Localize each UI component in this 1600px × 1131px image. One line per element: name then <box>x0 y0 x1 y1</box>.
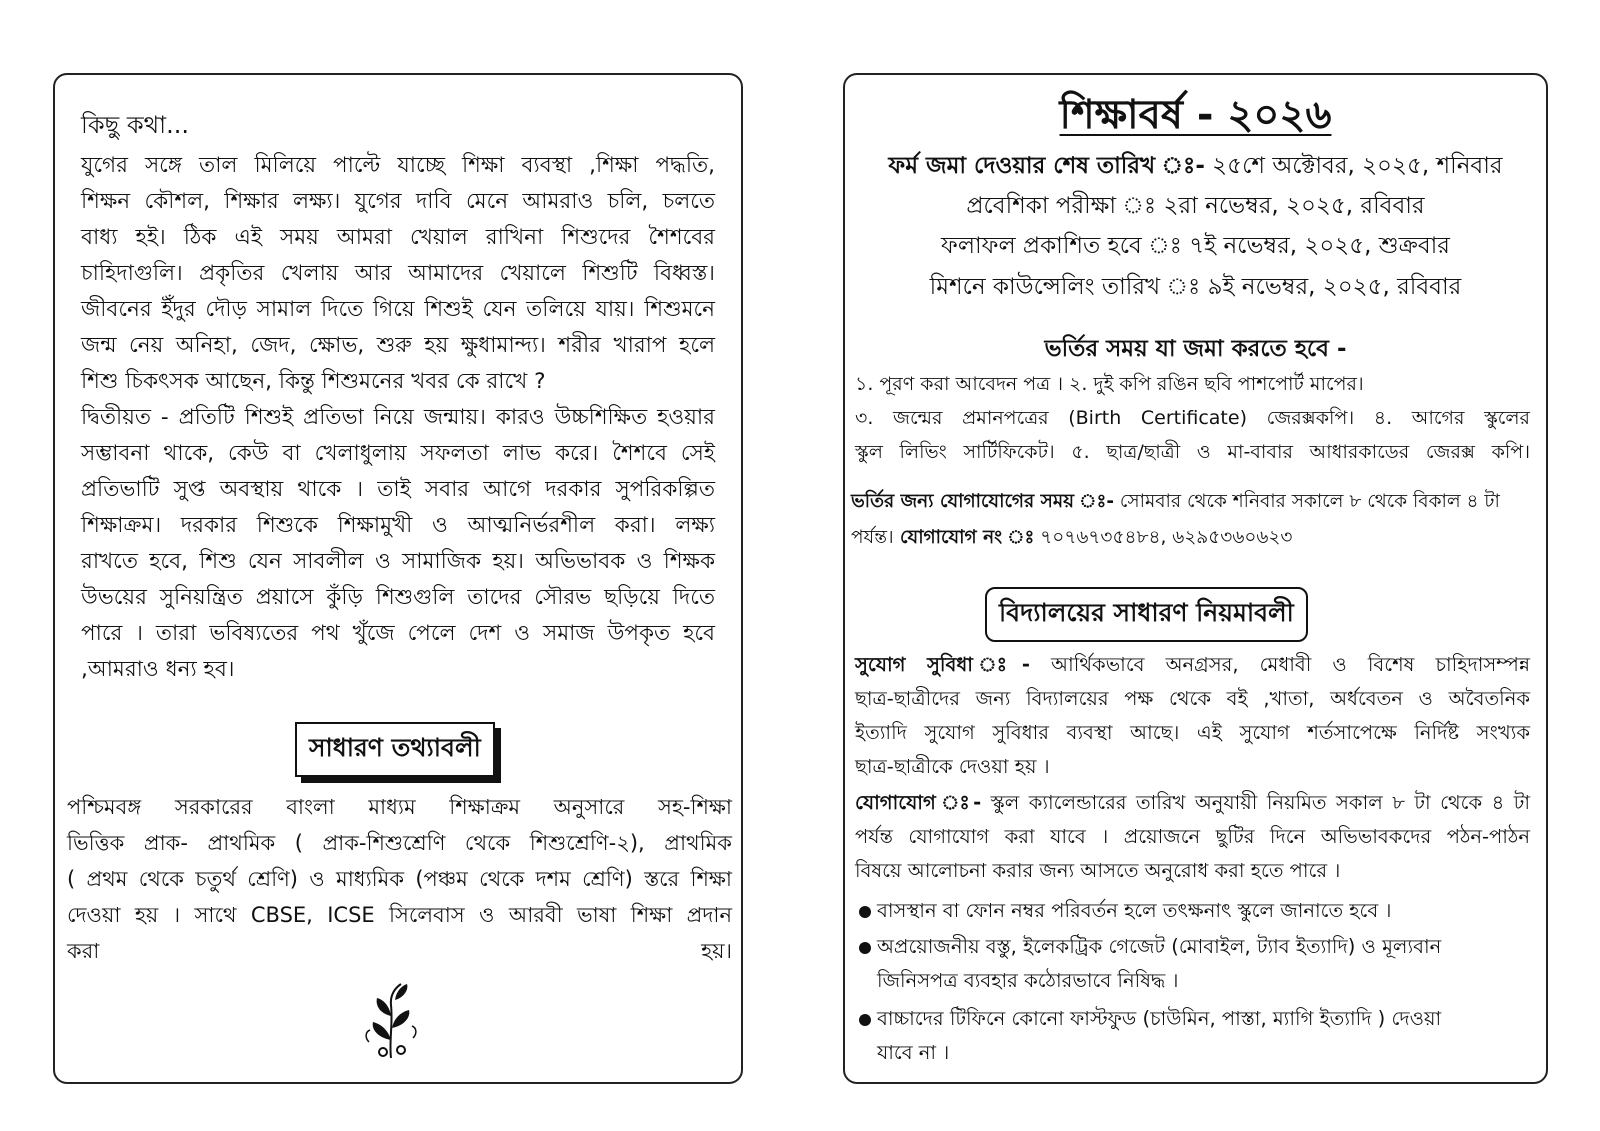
intro-line: জীবনের ইঁদুর দৌড় সামাল দিতে গিয়ে শিশুই যেন তলিয়ে যায়। শিশুমনে <box>81 297 715 322</box>
bullet-icon <box>859 906 871 918</box>
facility-line: ছাত্র-ছাত্রীকে দেওয়া হয় । <box>855 755 1050 778</box>
intro-line: বাধ্য হই। ঠিক এই সময় আমরা খেয়াল রাখিনা শিশুদের শৈশবের <box>81 225 715 250</box>
date-value: ২৫শে অক্টোবর, ২০২৫, শনিবার <box>1204 153 1503 179</box>
admission-contact-number <box>851 523 1534 553</box>
contact-text: স্কুল ক্যালেন্ডারের তারিখ অনুযায়ী নিয়মিত সকাল ৮ টা থেকে ৪ টা <box>981 791 1530 814</box>
date-label: ফলাফল প্রকাশিত হবে ঃ <box>941 233 1182 259</box>
contact-rule-line: বিষয়ে আলোচনা করার জন্য আসতে অনুরোধ করা হতে পারে । <box>855 859 1341 882</box>
date-value: ২রা নভেম্বর, ২০২৫, রবিবার <box>1156 193 1425 219</box>
rule-bullet <box>859 931 1441 963</box>
documents-line: স্কুল লিভিং সার্টিফিকেট। ৫. ছাত্র/ছাত্রী ও মা-বাবার আধারকাডের জেরক্স কপি। <box>855 441 1530 463</box>
contact-time-cont: পর্যন্ত। <box>851 527 894 548</box>
session-title <box>845 83 1546 150</box>
facility-line: ইত্যাদি সুযোগ সুবিধার ব্যবস্থা আছে। এই সুযোগ শর্তসাপেক্ষে নির্দিষ্ট সংখ্যক <box>855 721 1530 744</box>
general-info-line: ( প্রথম থেকে চতুর্থ শ্রেণি) ও মাধ্যমিক (পঞ্চম থেকে দশম শ্রেণি) স্তরে শিক্ষা <box>67 867 732 891</box>
facility-line <box>855 649 1530 681</box>
intro-line: প্রতিভাটি সুপ্ত অবস্থায় থাকে । তাই সবার আগে দরকার সুপরিকল্পিত <box>81 477 715 502</box>
rule-bullet <box>859 895 1391 927</box>
general-info-line: করা হয়। <box>67 939 732 963</box>
rule-bullet-text: বাচ্চাদের টিফিনে কোনো ফাস্টফুড (চাউমিন, পাস্তা, ম্যাগি ইত্যাদি ) দেওয়া <box>877 1007 1442 1030</box>
date-value: ৭ই নভেম্বর, ২০২৫, শুক্রবার <box>1181 233 1450 259</box>
floral-ornament-icon <box>361 980 421 1060</box>
date-label: ফর্ম জমা দেওয়ার শেষ তারিখ ঃ- <box>888 153 1205 179</box>
intro-line: চাহিদাগুলি। প্রকৃতির খেলায় আর আমাদের খেয়ালে শিশুটি বিধ্বস্ত। <box>81 261 715 286</box>
contact-time-text: সোমবার থেকে শনিবার সকালে ৮ থেকে বিকাল ৪ টা <box>1114 491 1500 512</box>
intro-line: পারে । তারা ভবিষ্যতের পথ খুঁজে পেলে দেশ ও সমাজ উপকৃত হবে <box>81 621 715 646</box>
documents-heading: ভর্তির সময় যা জমা করতে হবে - <box>1044 336 1347 362</box>
date-label: প্রবেশিকা পরীক্ষা ঃ <box>966 193 1157 219</box>
intro-line: উভয়ের সুনিয়ন্ত্রিত প্রয়াসে কুঁড়ি শিশুগুলি তাদের সৌরভ ছড়িয়ে দিতে <box>81 585 715 610</box>
general-info-line: দেওয়া হয় । সাথে CBSE, ICSE সিলেবাস ও আরবী ভাষা শিক্ষা প্রদান <box>67 903 732 927</box>
rule-bullet-text: বাসস্থান বা ফোন নম্বর পরিবর্তন হলে তৎক্ষনাৎ স্কুলে জানাতে হবে । <box>877 899 1392 922</box>
intro-line: সম্ভাবনা থাকে, কেউ বা খেলাধুলায় সফলতা লাভ করে। শৈশবে সেই <box>81 441 715 466</box>
intro-heading: কিছু কথা... <box>81 111 190 139</box>
date-label: মিশনে কাউন্সেলিং তারিখ ঃ <box>929 274 1201 300</box>
intro-line: ,আমরাও ধন্য হব। <box>81 657 235 682</box>
admission-contact-time <box>851 487 1534 517</box>
date-line-counselling <box>845 268 1546 307</box>
intro-line: রাখতে হবে, শিশু যেন সাবলীল ও সামাজিক হয়। অভিভাবক ও শিক্ষক <box>81 549 715 574</box>
bullet-icon <box>859 1014 871 1026</box>
date-line-entrance-exam <box>845 187 1546 226</box>
intro-line: জন্ম নেয় অনিহা, জেদ, ক্ষোভ, শুরু হয় ক্ষুধামান্দ্য। শরীর খারাপ হলে <box>81 333 715 358</box>
intro-line: দ্বিতীয়ত - প্রতিটি শিশুই প্রতিভা নিয়ে জন্মায়। কারও উচ্চশিক্ষিত হওয়ার <box>81 405 715 430</box>
general-info-title: সাধারণ তথ্যাবলী <box>295 722 495 777</box>
intro-line: যুগের সঙ্গে তাল মিলিয়ে পাল্টে যাচ্ছে শিক্ষা ব্যবস্থা ,শিক্ষা পদ্ধতি, <box>81 153 715 178</box>
facility-label: সুযোগ সুবিধা ঃ- <box>855 653 1030 676</box>
documents-line: ৩. জন্মের প্রমানপত্রের (Birth Certificate) জেরক্সকপি। ৪. আগের স্কুলের <box>855 407 1530 429</box>
documents-line: ১. পূরণ করা আবেদন পত্র । ২. দুই কপি রঙিন ছবি পাশপোর্ট মাপের। <box>855 373 1364 395</box>
left-panel <box>53 73 743 1084</box>
rule-bullet-continuation: জিনিসপত্র ব্যবহার কঠোরভাবে নিষিদ্ধ । <box>877 969 1179 992</box>
bullet-icon <box>859 942 871 954</box>
contact-number-label: যোগাযোগ নং ঃ <box>893 527 1035 548</box>
general-info-line: ভিত্তিক প্রাক- প্রাথমিক ( প্রাক-শিশুশ্রেণি থেকে শিশুশ্রেণি-২), প্রাথমিক <box>67 831 732 855</box>
date-line-result <box>845 227 1546 266</box>
rule-bullet-text: অপ্রয়োজনীয় বস্তু, ইলেকট্রিক গেজেট (মোবাইল, ট্যাব ইত্যাদি) ও মূল্যবান <box>877 935 1442 958</box>
facility-text: আর্থিকভাবে অনগ্রসর, মেধাবী ও বিশেষ চাহিদাসম্পন্ন <box>1029 653 1530 676</box>
contact-rule-line: পর্যন্ত যোগাযোগ করা যাবে । প্রয়োজনে ছুটির দিনে অভিভাবকদের পঠন-পাঠন <box>855 825 1530 848</box>
date-line-form-deadline <box>845 147 1546 186</box>
date-value: ৯ই নভেম্বর, ২০২৫, রবিবার <box>1200 274 1462 300</box>
general-info-line: পশ্চিমবঙ্গ সরকারের বাংলা মাধ্যম শিক্ষাক্রম অনুসারে সহ-শিক্ষা <box>67 795 732 819</box>
intro-line: শিশু চিকৎসক আছেন, কিন্তু শিশুমনের খবর কে রাখে ? <box>81 369 546 394</box>
rule-bullet <box>859 1003 1441 1035</box>
contact-label: যোগাযোগ ঃ- <box>855 791 982 814</box>
intro-line: শিক্ষন কৌশল, শিক্ষার লক্ষ্য। যুগের দাবি মেনে আমরাও চলি, চলতে <box>81 189 715 214</box>
rule-bullet-continuation: যাবে না । <box>877 1041 950 1064</box>
contact-rule-line <box>855 787 1530 819</box>
facility-line: ছাত্র-ছাত্রীদের জন্য বিদ্যালয়ের পক্ষ থেকে বই ,খাতা, অর্ধবেতন ও অবৈতনিক <box>855 687 1530 710</box>
contact-time-label: ভর্তির জন্য যোগাযোগের সময় ঃ- <box>851 491 1115 512</box>
school-rules-title: বিদ্যালয়ের সাধারণ নিয়মাবলী <box>985 587 1308 642</box>
session-title-text: শিক্ষাবর্ষ - ২০২৬ <box>1059 92 1332 138</box>
contact-numbers: ৭০৭৬৭৩৫৪৮৪, ৬২৯৫৩৬০৬২৩ <box>1034 527 1293 548</box>
intro-line: শিক্ষাক্রম। দরকার শিশুকে শিক্ষামুখী ও আত্মনির্ভরশীল করা। লক্ষ্য <box>81 513 715 538</box>
right-panel <box>843 73 1548 1084</box>
